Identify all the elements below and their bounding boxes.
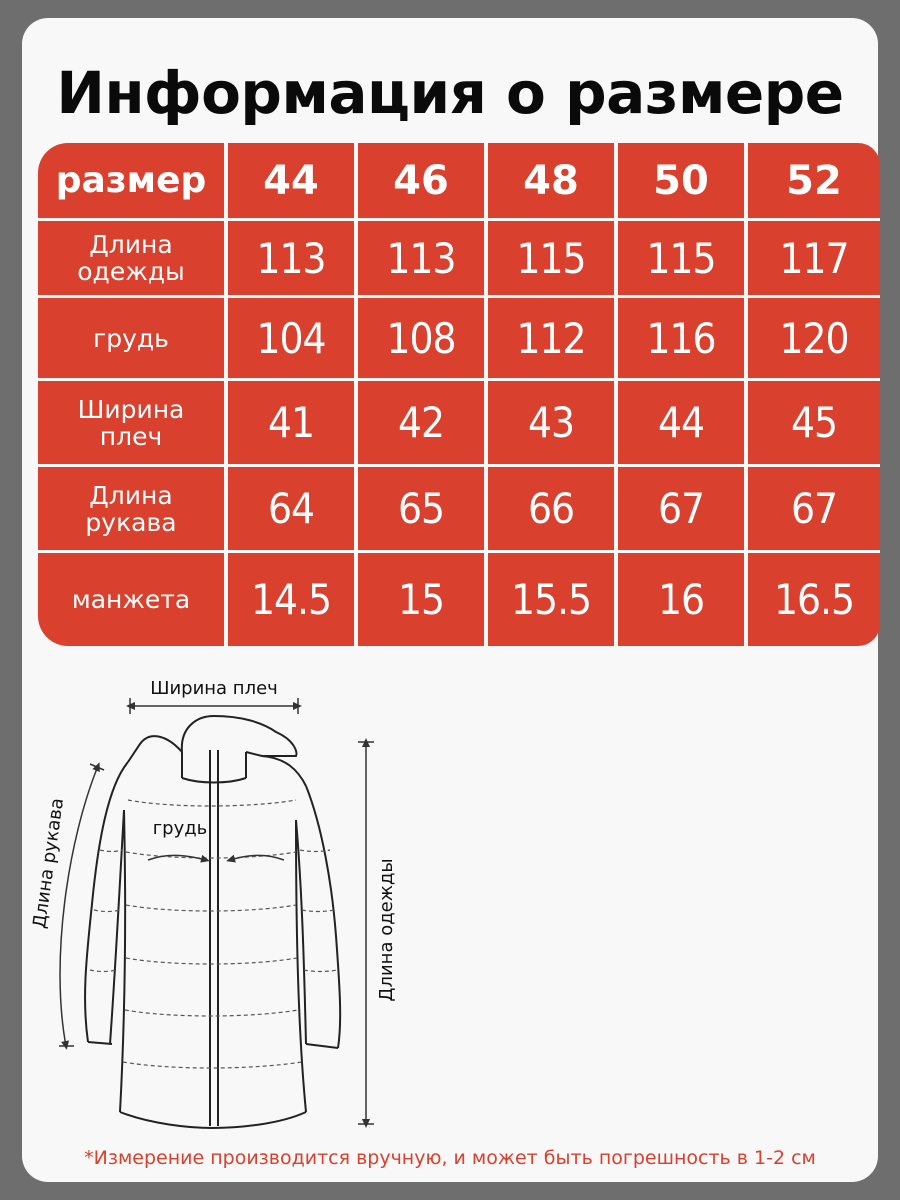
page-title: Информация о размере [56, 59, 844, 127]
chest-label: грудь [152, 818, 208, 839]
table-cell: 65 [358, 467, 484, 553]
table-cell: 117 [748, 221, 880, 298]
length-measure [358, 742, 397, 1124]
table-cell: 67 [748, 467, 880, 553]
table-cell: 16.5 [748, 553, 880, 646]
table-cell: 113 [358, 221, 484, 298]
table-cell: 112 [488, 298, 614, 381]
row-label-shoulder: Ширина плеч [38, 381, 224, 467]
size-header-44: 44 [228, 143, 354, 221]
table-cell: 43 [488, 381, 614, 467]
jacket-outline [85, 716, 340, 1128]
size-header-label: размер [38, 143, 224, 221]
row-label-cuff: манжета [38, 553, 224, 646]
table-cell: 15.5 [488, 553, 614, 646]
row-label-sleeve: Длина рукава [38, 467, 224, 553]
table-cell: 16 [618, 553, 744, 646]
table-cell: 108 [358, 298, 484, 381]
table-cell: 66 [488, 467, 614, 553]
table-cell: 120 [748, 298, 880, 381]
row-label-length: Длина одежды [38, 221, 224, 298]
table-cell: 116 [618, 298, 744, 381]
table-cell: 15 [358, 553, 484, 646]
row-label-chest: грудь [38, 298, 224, 381]
sleeve-label: Длина рукава [29, 796, 69, 930]
table-cell: 113 [228, 221, 354, 298]
table-cell: 67 [618, 467, 744, 553]
shoulder-label: Ширина плеч [150, 678, 278, 699]
measurement-footnote: *Измерение производится вручную, и может быть погрешность в 1-2 см [84, 1147, 816, 1169]
table-cell: 115 [618, 221, 744, 298]
chest-measure [148, 818, 284, 860]
size-header-52: 52 [748, 143, 880, 221]
jacket-diagram [0, 660, 900, 1150]
table-cell: 104 [228, 298, 354, 381]
table-cell: 14.5 [228, 553, 354, 646]
table-cell: 44 [618, 381, 744, 467]
size-header-46: 46 [358, 143, 484, 221]
size-header-50: 50 [618, 143, 744, 221]
size-table [38, 143, 860, 646]
size-header-48: 48 [488, 143, 614, 221]
table-cell: 45 [748, 381, 880, 467]
table-cell: 115 [488, 221, 614, 298]
table-cell: 41 [228, 381, 354, 467]
table-cell: 42 [358, 381, 484, 467]
shoulder-measure [130, 678, 298, 714]
table-cell: 64 [228, 467, 354, 553]
length-label: Длина одежды [376, 858, 397, 1002]
